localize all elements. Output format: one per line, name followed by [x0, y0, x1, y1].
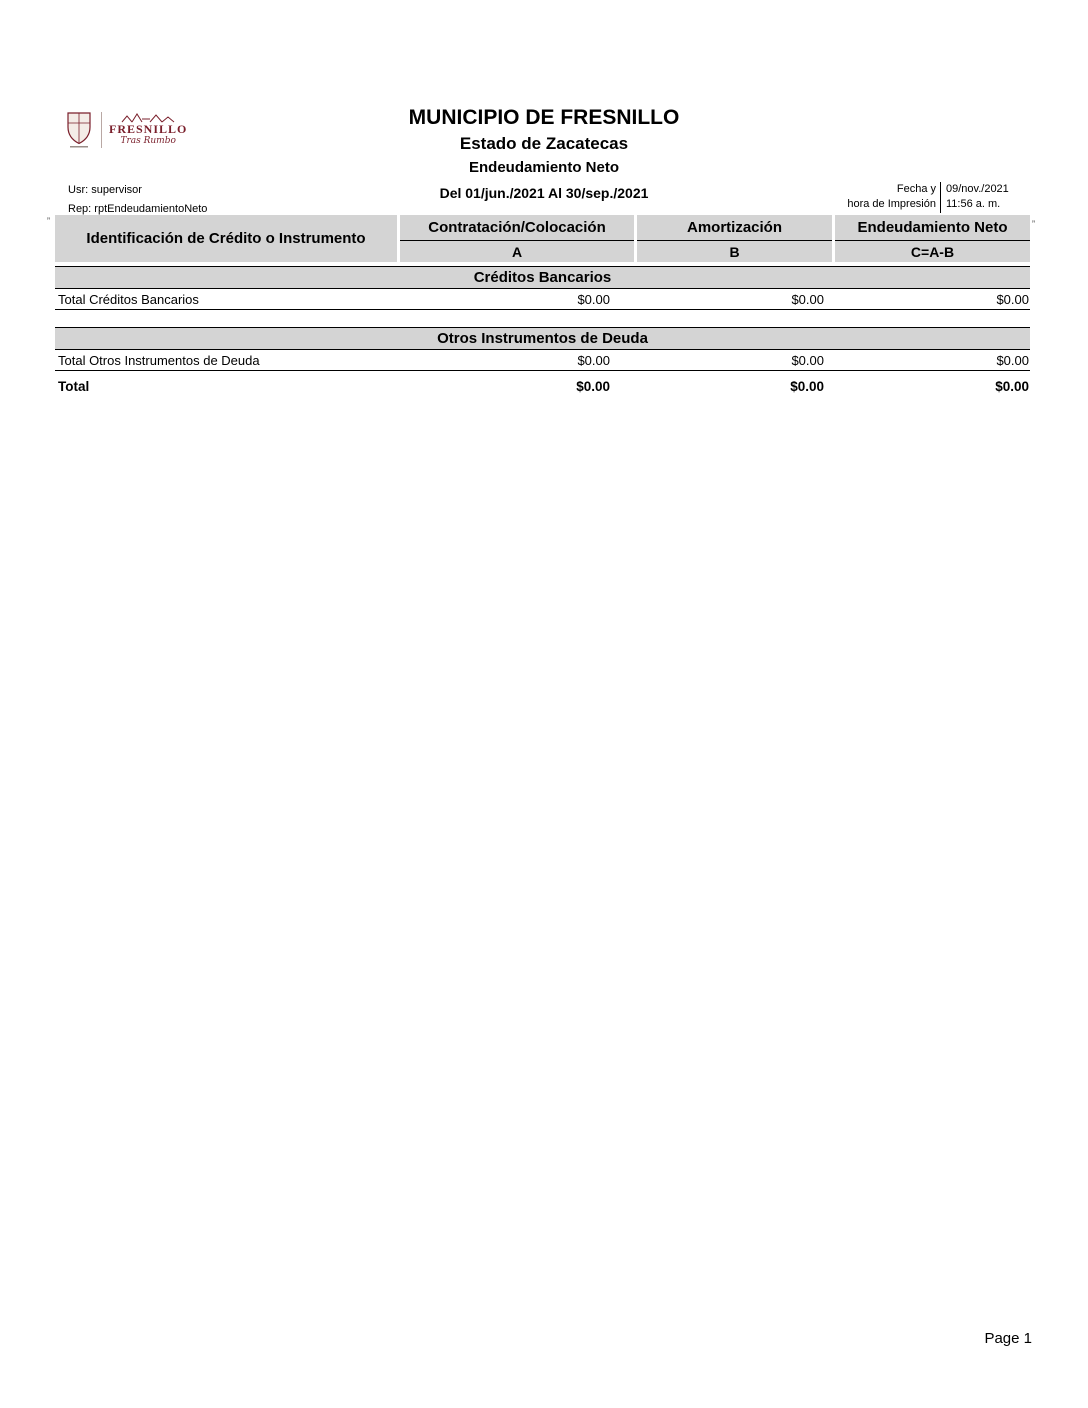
- row-value-a: $0.00: [577, 352, 610, 368]
- debt-table: [55, 215, 1030, 398]
- table-row-grand-total: [55, 374, 1030, 398]
- header-endeudamiento-label: Endeudamiento Neto: [835, 215, 1030, 241]
- report-title: MUNICIPIO DE FRESNILLO: [408, 106, 680, 129]
- table-header-row: [55, 215, 1030, 262]
- row-label: Total: [58, 378, 90, 394]
- table-row-total-creditos-bancarios: [55, 289, 1030, 310]
- print-datetime-block: [838, 182, 1009, 213]
- header-amortizacion: [637, 215, 832, 262]
- print-label-line2: hora de Impresión: [847, 198, 936, 210]
- header-contratacion-label: Contratación/Colocación: [400, 215, 634, 241]
- report-state: Estado de Zacatecas: [459, 134, 629, 153]
- row-value-c: $0.00: [995, 378, 1029, 394]
- row-value-a: $0.00: [576, 378, 610, 394]
- print-datetime-values: [941, 182, 1009, 213]
- row-label: Total Otros Instrumentos de Deuda: [58, 352, 260, 368]
- row-value-a: $0.00: [577, 291, 610, 307]
- meta-report-id: Rep: rptEndeudamientoNeto: [68, 203, 208, 215]
- header-endeudamiento: [835, 215, 1030, 262]
- print-date: 09/nov./2021: [946, 183, 1009, 195]
- header-endeudamiento-letter: C=A-B: [910, 243, 955, 260]
- header-contratacion-letter: A: [511, 243, 523, 260]
- row-label: Total Créditos Bancarios: [58, 291, 199, 307]
- section-band-creditos-bancarios: Créditos Bancarios: [55, 266, 1030, 289]
- logo-wordmark: FRESNILLO: [109, 122, 188, 136]
- print-label-line1: Fecha y: [896, 183, 936, 195]
- header-amortizacion-label: Amortización: [637, 215, 832, 241]
- row-value-b: $0.00: [790, 378, 824, 394]
- header-contratacion: [400, 215, 634, 262]
- table-row-total-otros-instrumentos: [55, 350, 1030, 371]
- meta-left-block: [68, 181, 207, 219]
- meta-user: Usr: supervisor: [68, 184, 142, 196]
- row-value-b: $0.00: [791, 352, 824, 368]
- print-time: 11:56 a. m.: [946, 198, 1001, 210]
- section-band-otros-instrumentos: Otros Instrumentos de Deuda: [55, 327, 1030, 350]
- print-datetime-labels: [838, 182, 940, 213]
- logo-tagline: Tras Rumbo: [120, 136, 176, 146]
- stray-quote-mark-left: ”: [47, 216, 50, 226]
- page-number: Page 1: [984, 1330, 1032, 1347]
- row-value-c: $0.00: [996, 352, 1029, 368]
- stray-quote-mark-right: ”: [1032, 219, 1035, 229]
- row-value-b: $0.00: [791, 291, 824, 307]
- report-period: Del 01/jun./2021 Al 30/sep./2021: [439, 185, 649, 201]
- header-identificacion: Identificación de Crédito o Instrumento: [55, 215, 397, 262]
- report-name: Endeudamiento Neto: [468, 159, 619, 176]
- row-value-c: $0.00: [996, 291, 1029, 307]
- header-amortizacion-letter: B: [729, 243, 740, 260]
